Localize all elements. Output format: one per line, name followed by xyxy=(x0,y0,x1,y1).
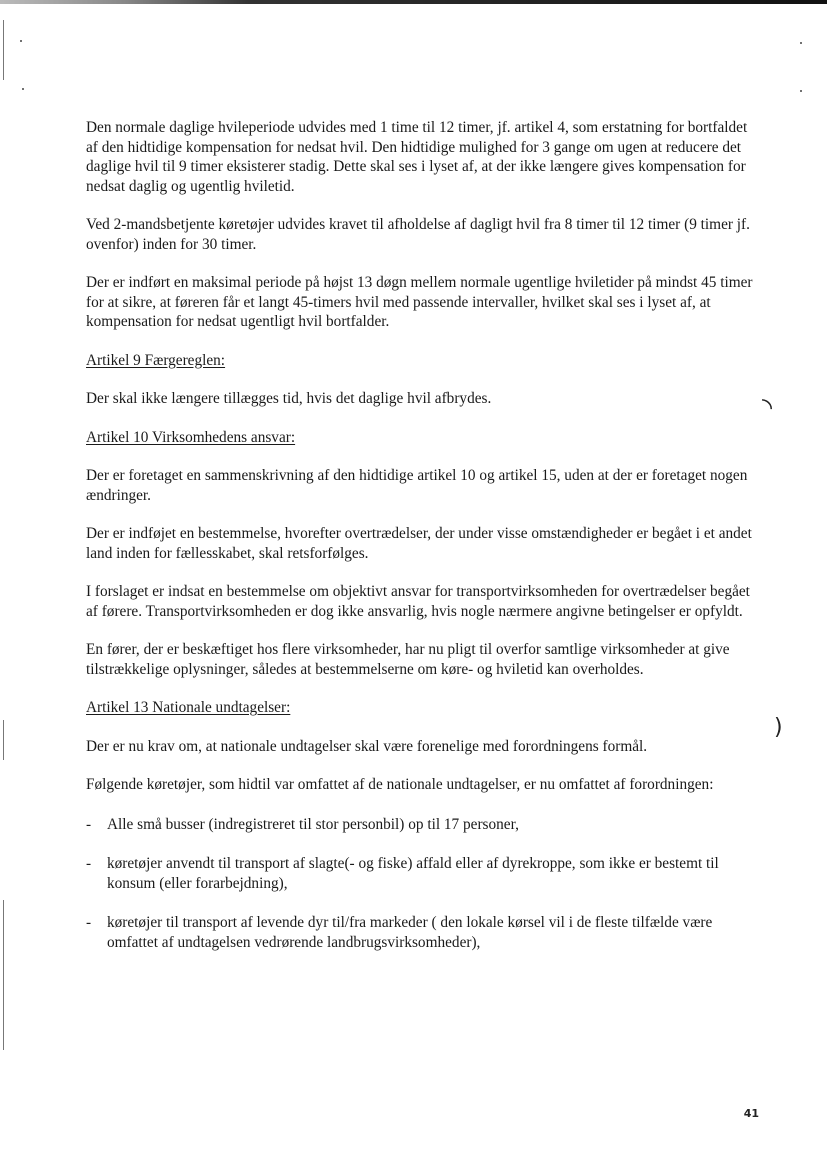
paragraph: Der er indført en maksimal periode på højst 13 døgn mellem normale ugentlige hviletider på mindst 45 timer for at sikre, at føreren får et langt 45-timers hvil med passende intervaller, hvilket skal ses i lyset af, at kompensation for nedsat ugentligt hvil bortfalder. xyxy=(86,274,753,330)
paragraph: Der er nu krav om, at nationale undtagelser skal være forenelige med forordningens formål. xyxy=(86,737,648,755)
section-heading-art9: Artikel 9 Færgereglen: xyxy=(86,351,226,369)
paragraph: Der er indføjet en bestemmelse, hvorefter overtrædelser, der under visse omstændigheder er begået i et andet land inden for fællesskabet, skal retsforfølges. xyxy=(86,525,752,562)
document-body xyxy=(86,118,762,952)
paragraph: I forslaget er indsat en bestemmelse om objektivt ansvar for transportvirksomheden for overtrædelser begået af førere. Transportvirksomheden er dog ikke ansvarlig, hvis nogle nærmere angivne betingelser er opfyldt. xyxy=(86,583,750,620)
scan-speck xyxy=(800,90,802,92)
scan-left-edge xyxy=(3,720,4,760)
list-item-text: køretøjer til transport af levende dyr til/fra markeder ( den lokale kørsel vil i de fleste tilfælde være omfattet af undtagelsen vedrørende landbrugsvirksomheder), xyxy=(107,914,713,951)
scan-speck xyxy=(20,40,22,42)
bullet-marker: - xyxy=(86,914,92,931)
list-item-text: Alle små busser (indregistreret til stor personbil) op til 17 personer, xyxy=(107,815,519,833)
punch-hole-mark: ) xyxy=(774,715,783,740)
scan-left-edge xyxy=(3,900,4,1050)
list-item-text: køretøjer anvendt til transport af slagte(- og fiske) affald eller af dyrekroppe, som ikke er bestemt til konsum (eller forarbejdning), xyxy=(107,855,719,892)
scan-top-border xyxy=(0,0,827,4)
paragraph: Der skal ikke længere tillægges tid, hvis det daglige hvil afbrydes. xyxy=(86,390,492,407)
scan-left-edge xyxy=(3,20,4,80)
bullet-marker: - xyxy=(86,855,92,872)
paragraph: Ved 2-mandsbetjente køretøjer udvides kravet til afholdelse af dagligt hvil fra 8 timer til 12 timer (9 timer jf. ovenfor) inden for 30 timer. xyxy=(86,216,750,253)
list-item xyxy=(86,815,762,835)
section-heading-art10: Artikel 10 Virksomhedens ansvar: xyxy=(86,428,296,446)
paragraph: Den normale daglige hvileperiode udvides med 1 time til 12 timer, jf. artikel 4, som erstatning for bortfaldet af den hidtidige kompensation for nedsat hvil. Den hidtidige mulighed for 3 gange om ugen at reducere det daglige hvil til 9 timer eksisterer stadig. Dette skal ses i lyset af, at der ikke længere gives kompensation for nedsat daglig og ugentlig hviletid. xyxy=(86,119,748,195)
scan-speck xyxy=(800,42,802,44)
page-number: 41 xyxy=(743,1107,759,1120)
list-item xyxy=(86,913,762,952)
section-heading-art13: Artikel 13 Nationale undtagelser: xyxy=(86,699,291,716)
list-item xyxy=(86,854,762,893)
bullet-marker: - xyxy=(86,815,92,833)
paragraph: Følgende køretøjer, som hidtil var omfattet af de nationale undtagelser, er nu omfattet af forordningen: xyxy=(86,776,714,793)
paragraph: Der er foretaget en sammenskrivning af den hidtidige artikel 10 og artikel 15, uden at der er foretaget nogen ændringer. xyxy=(86,467,748,504)
paragraph: En fører, der er beskæftiget hos flere virksomheder, har nu pligt til overfor samtlige virksomheder at give tilstrækkelige oplysninger, således at bestemmelserne om køre- og hviletid kan overholdes. xyxy=(86,641,730,678)
scan-speck xyxy=(22,88,24,90)
punch-hole-mark: ◝ xyxy=(762,393,773,423)
